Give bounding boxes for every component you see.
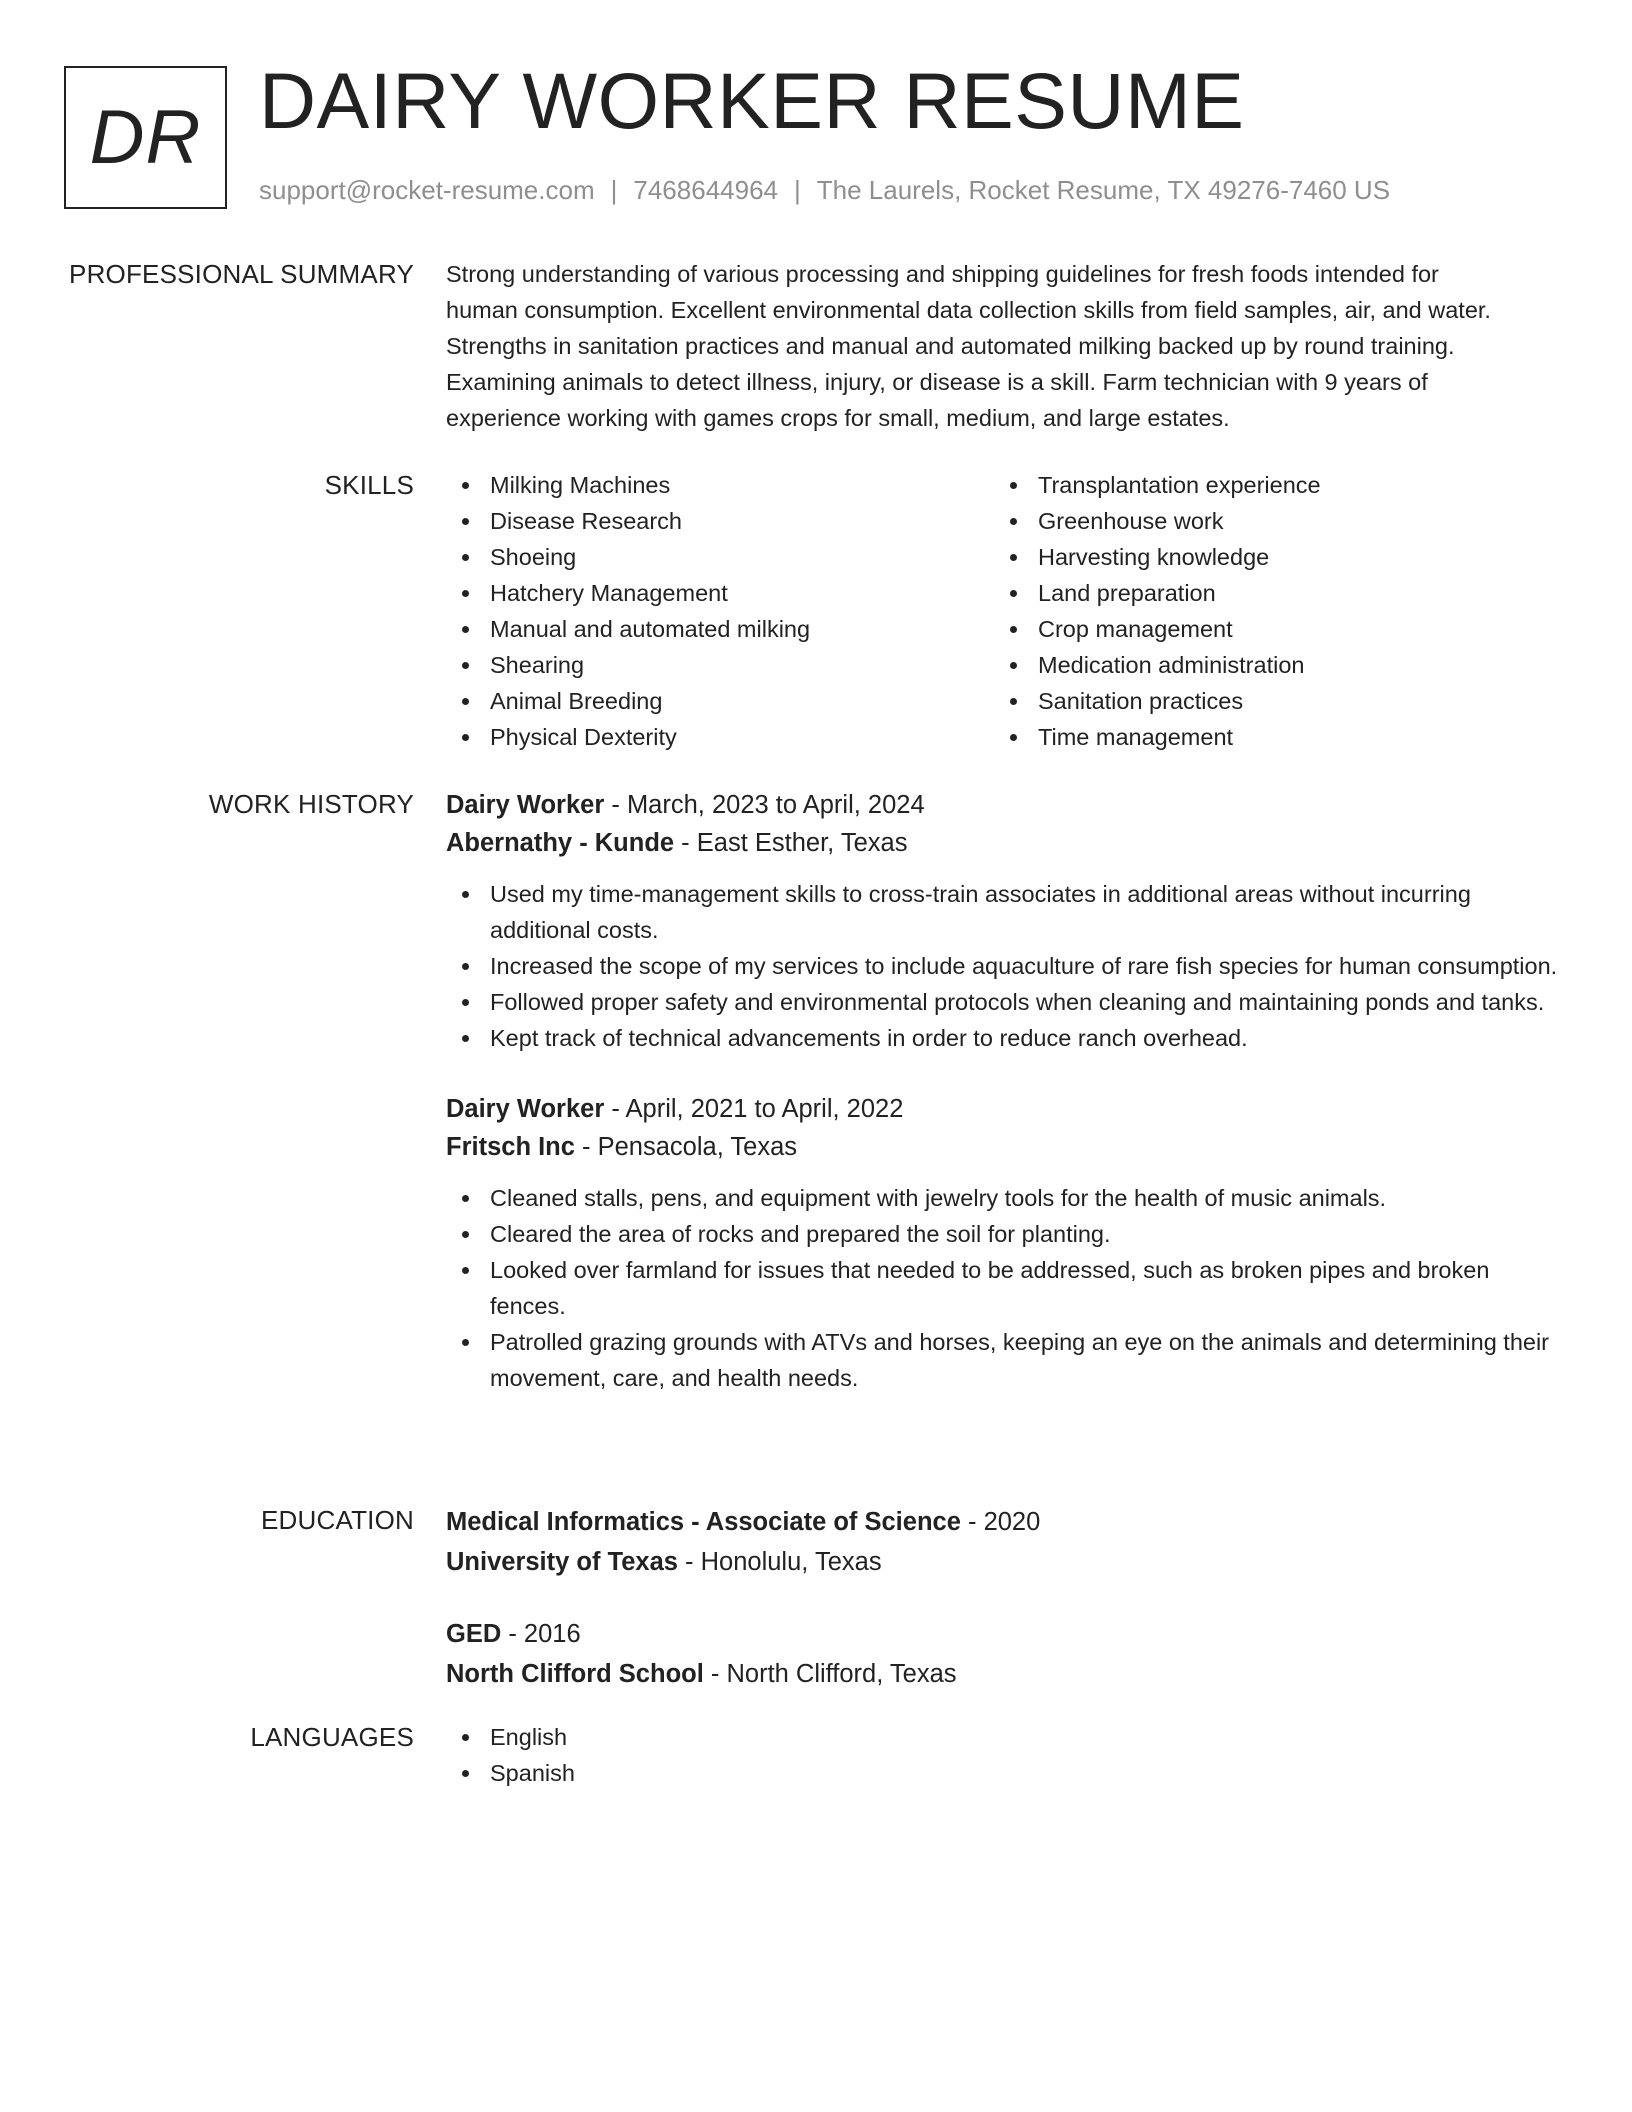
education-school: University of Texas: [446, 1548, 678, 1576]
education-degree: Medical Informatics - Associate of Science: [446, 1508, 961, 1536]
skill-item: Disease Research: [446, 503, 994, 539]
job-location: - East Esther, Texas: [674, 829, 908, 857]
contact-separator: |: [610, 175, 618, 205]
job-company-line: [446, 824, 1566, 862]
skills-columns: [446, 467, 1566, 755]
summary-line: Strong understanding of various processing and shipping guidelines for fresh foods intended for: [446, 261, 1439, 287]
education-degree: GED: [446, 1620, 502, 1648]
education-school: North Clifford School: [446, 1660, 704, 1688]
job-bullets: [446, 876, 1566, 1056]
job-location: - Pensacola, Texas: [574, 1133, 798, 1161]
skill-item: Transplantation experience: [994, 467, 1542, 503]
contact-email: support@rocket-resume.com: [259, 175, 595, 205]
summary-text: [446, 256, 1566, 436]
education-entry: [446, 1502, 1566, 1582]
contact-separator: |: [794, 175, 801, 205]
section-label-summary: PROFESSIONAL SUMMARY: [69, 259, 414, 289]
skill-item: Physical Dexterity: [446, 719, 994, 755]
languages-list: [446, 1719, 1566, 1791]
education-degree-line: [446, 1502, 1566, 1542]
languages-body: [446, 1719, 1566, 1791]
contact-phone: 7468644964: [633, 175, 778, 205]
education-school-line: [446, 1654, 1566, 1694]
summary-line: human consumption. Excellent environmental data collection skills from field samples, air, and water.: [446, 297, 1491, 323]
monogram-initials: DR: [89, 95, 202, 180]
job-title: Dairy Worker: [446, 791, 605, 819]
language-item: Spanish: [446, 1755, 1566, 1791]
skills-list-right: [994, 467, 1542, 755]
job-company: Abernathy - Kunde: [446, 829, 675, 857]
section-label-education: EDUCATION: [261, 1505, 414, 1535]
work-history-body: [446, 786, 1566, 1430]
job-company-line: [446, 1128, 1566, 1166]
skill-item: Shearing: [446, 647, 994, 683]
resume-title: DAIRY WORKER RESUME: [259, 56, 1245, 145]
education-body: [446, 1502, 1566, 1726]
education-entry: [446, 1614, 1566, 1694]
job-title: Dairy Worker: [446, 1095, 605, 1123]
job-bullet: Patrolled grazing grounds with ATVs and horses, keeping an eye on the animals and determining their movement, care, and health needs.: [446, 1324, 1566, 1396]
skill-item: Hatchery Management: [446, 575, 994, 611]
job-bullets: [446, 1180, 1566, 1396]
skill-item: Time management: [994, 719, 1542, 755]
education-year: - 2020: [960, 1508, 1041, 1536]
job-dates: - March, 2023 to April, 2024: [604, 791, 925, 819]
contact-address: The Laurels, Rocket Resume, TX 49276-7460 US: [816, 175, 1391, 205]
skill-item: Land preparation: [994, 575, 1542, 611]
monogram-box: [64, 66, 227, 209]
job-bullet: Cleared the area of rocks and prepared the soil for planting.: [446, 1216, 1566, 1252]
section-label-skills: SKILLS: [324, 470, 414, 500]
education-location: - Honolulu, Texas: [677, 1548, 882, 1576]
section-label-work: WORK HISTORY: [208, 789, 414, 819]
job-title-line: [446, 1090, 1566, 1128]
job-bullet: Looked over farmland for issues that needed to be addressed, such as broken pipes and broken fences.: [446, 1252, 1566, 1324]
job-dates: - April, 2021 to April, 2022: [604, 1095, 904, 1123]
education-location: - North Clifford, Texas: [703, 1660, 957, 1688]
skill-item: Crop management: [994, 611, 1542, 647]
skill-item: Medication administration: [994, 647, 1542, 683]
education-school-line: [446, 1542, 1566, 1582]
skill-item: Greenhouse work: [994, 503, 1542, 539]
skill-item: Manual and automated milking: [446, 611, 994, 647]
job-bullet: Increased the scope of my services to include aquaculture of rare fish species for human consumption.: [446, 948, 1566, 984]
contact-line: [259, 175, 1390, 205]
skill-item: Harvesting knowledge: [994, 539, 1542, 575]
section-label-languages: LANGUAGES: [250, 1722, 414, 1752]
education-degree-line: [446, 1614, 1566, 1654]
job-title-line: [446, 786, 1566, 824]
skill-item: Shoeing: [446, 539, 994, 575]
summary-line: Strengths in sanitation practices and manual and automated milking backed up by round training.: [446, 333, 1455, 359]
education-year: - 2016: [501, 1620, 581, 1648]
job-entry: [446, 786, 1566, 1056]
job-bullet: Kept track of technical advancements in order to reduce ranch overhead.: [446, 1020, 1566, 1056]
job-entry: [446, 1090, 1566, 1396]
job-company: Fritsch Inc: [446, 1133, 575, 1161]
skill-item: Animal Breeding: [446, 683, 994, 719]
skill-item: Milking Machines: [446, 467, 994, 503]
skill-item: Sanitation practices: [994, 683, 1542, 719]
summary-line: Examining animals to detect illness, injury, or disease is a skill. Farm technician with 9 years of: [446, 369, 1428, 395]
job-bullet: Followed proper safety and environmental protocols when cleaning and maintaining ponds and tanks.: [446, 984, 1566, 1020]
skills-list-left: [446, 467, 994, 755]
job-bullet: Used my time-management skills to cross-train associates in additional areas without incurring additional costs.: [446, 876, 1566, 948]
job-bullet: Cleaned stalls, pens, and equipment with jewelry tools for the health of music animals.: [446, 1180, 1566, 1216]
summary-line: experience working with games crops for small, medium, and large estates.: [446, 405, 1230, 431]
language-item: English: [446, 1719, 1566, 1755]
